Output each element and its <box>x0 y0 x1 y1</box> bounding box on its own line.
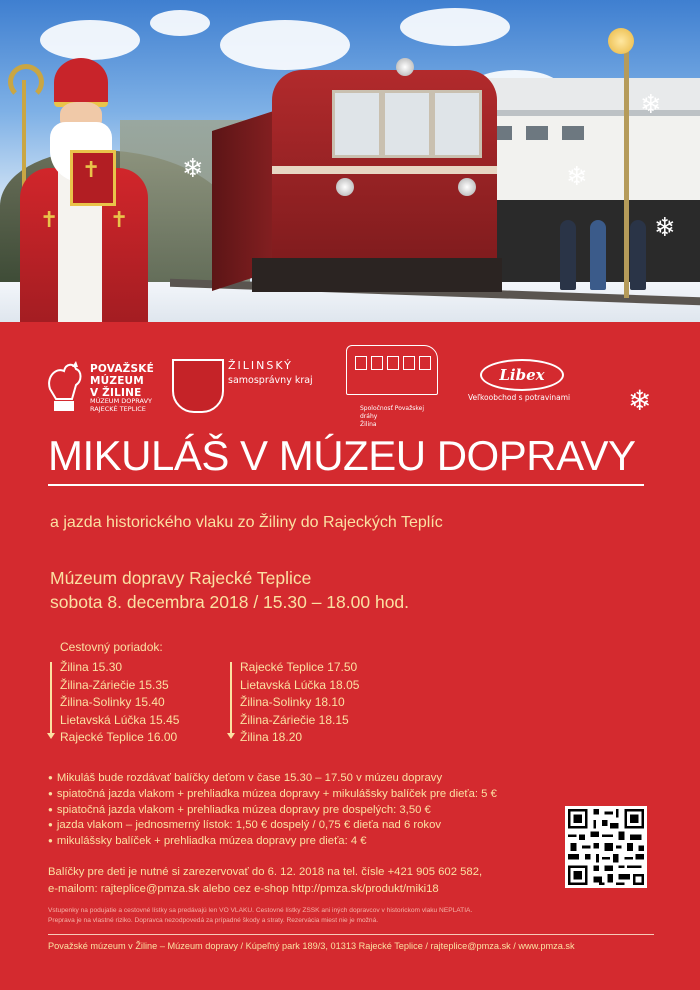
reservation-line1: Balíčky pre deti je nutné si zarezervovať do 6. 12. 2018 na tel. čísle +421 905 602 582, <box>48 866 483 878</box>
info-item: ● jazda vlakom – jednosmerný lístok: 1,50 € dospelý / 0,75 € dieťa nad 6 rokov <box>48 818 497 834</box>
snowflake-icon: ❄ <box>640 90 662 120</box>
reservation-info <box>48 864 482 898</box>
stop-item: Žilina 18.20 <box>240 730 303 744</box>
footer-contact: Považské múzeum v Žiline – Múzeum dopravy / Kúpeľný park 189/3, 01313 Rajecké Teplice / rajteplice@pmza.sk / www.pmza.sk <box>48 941 575 951</box>
historic-train <box>212 58 497 294</box>
region-logo-line2: samosprávny kraj <box>228 375 313 386</box>
stop-item: Rajecké Teplice 17.50 <box>240 660 358 674</box>
rooster-emblem-icon <box>42 359 86 413</box>
info-item: ● mikulášsky balíček + prehliadka múzea dopravy pre dieťa: 4 € <box>48 834 497 850</box>
museum-logo <box>42 357 152 417</box>
stop-item: Lietavská Lúčka 15.45 <box>60 712 180 727</box>
region-logo-line1: ŽILINSKÝ <box>228 359 293 372</box>
qr-code-icon[interactable] <box>565 806 647 888</box>
info-list <box>48 771 497 850</box>
headline-underline <box>48 484 644 486</box>
subtitle: a jazda historického vlaku zo Žiliny do Rajeckých Teplíc <box>50 514 443 531</box>
venue-block <box>50 566 409 614</box>
snowflake-icon: ❄ <box>566 162 588 192</box>
libex-logo <box>468 359 578 419</box>
train-outline-icon <box>346 345 438 395</box>
region-logo <box>172 355 332 415</box>
stop-item: Žilina-Solinky 18.10 <box>240 695 345 709</box>
coat-of-arms-icon <box>172 359 224 413</box>
venue-place: Múzeum dopravy Rajecké Teplice <box>50 568 312 588</box>
fine-print-line: Vstupenky na podujatie a cestovné lístky sa predávajú len VO VLAKU. Cestovné lístky ZSSK ani iných dopravcov v historickom vlaku NEPLATIA. <box>48 907 473 914</box>
stop-item: Rajecké Teplice 16.00 <box>60 730 178 744</box>
schedule-return <box>240 659 359 747</box>
stop-item: Lietavská Lúčka 18.05 <box>240 677 360 692</box>
saint-nicholas-figure: ✝ ✝ ✝ <box>14 58 154 322</box>
museum-logo-line2: MÚZEUM <box>90 375 144 387</box>
outbound-arrow-icon <box>50 662 52 734</box>
museum-logo-line1: POVAŽSKÉ <box>90 363 154 375</box>
station-building <box>478 78 700 300</box>
museum-logo-line4: MÚZEUM DOPRAVY <box>90 397 152 405</box>
venue-date: sobota 8. decembra 2018 / 15.30 – 18.00 hod. <box>50 592 410 612</box>
libex-logo-tagline: Veľkoobchod s potravinami <box>468 393 571 402</box>
schedule-outbound <box>60 659 179 747</box>
stop-item: Žilina-Záriečie 15.35 <box>60 677 169 692</box>
info-item: ● spiatočná jazda vlakom + prehliadka múzea dopravy pre dospelých: 3,50 € <box>48 803 497 819</box>
schedule-title: Cestovný poriadok: <box>60 640 163 654</box>
railway-society-logo <box>342 345 442 428</box>
snowflake-icon: ❄ <box>654 213 676 243</box>
header-photo <box>0 0 700 322</box>
fine-print-line: Preprava je na vlastné riziko. Dopravca nezodpovedá za prípadné škody a straty. Rezervácia miest nie je možná. <box>48 917 379 924</box>
info-item: ● spiatočná jazda vlakom + prehliadka múzea dopravy + mikulášsky balíček pre dieťa: 5 € <box>48 787 497 803</box>
fine-print <box>48 906 472 926</box>
partner-logos <box>0 345 700 428</box>
return-arrow-icon <box>230 662 232 734</box>
headline: MIKULÁŠ V MÚZEU DOPRAVY <box>48 432 636 479</box>
snowflake-icon: ❄ <box>182 154 204 184</box>
reservation-line2: e-mailom: rajteplice@pmza.sk alebo cez e-shop http://pmza.sk/produkt/miki18 <box>48 883 439 895</box>
stop-item: Žilina-Záriečie 18.15 <box>240 712 349 727</box>
stop-item: Žilina-Solinky 15.40 <box>60 695 165 709</box>
railway-logo-line2: Žilina <box>360 421 377 428</box>
stop-item: Žilina 15.30 <box>60 660 123 674</box>
museum-logo-line3: V ŽILINE <box>90 387 142 399</box>
snowflake-icon: ❄ <box>628 384 652 417</box>
libex-logo-name: Libex <box>480 359 564 391</box>
info-item: ● Mikuláš bude rozdávať balíčky deťom v čase 15.30 – 17.50 v múzeu dopravy <box>48 771 497 787</box>
footer-divider <box>48 934 654 935</box>
museum-logo-line5: RAJECKÉ TEPLICE <box>90 405 146 413</box>
railway-logo-line1: Spoločnosť Považskej dráhy <box>360 405 424 420</box>
